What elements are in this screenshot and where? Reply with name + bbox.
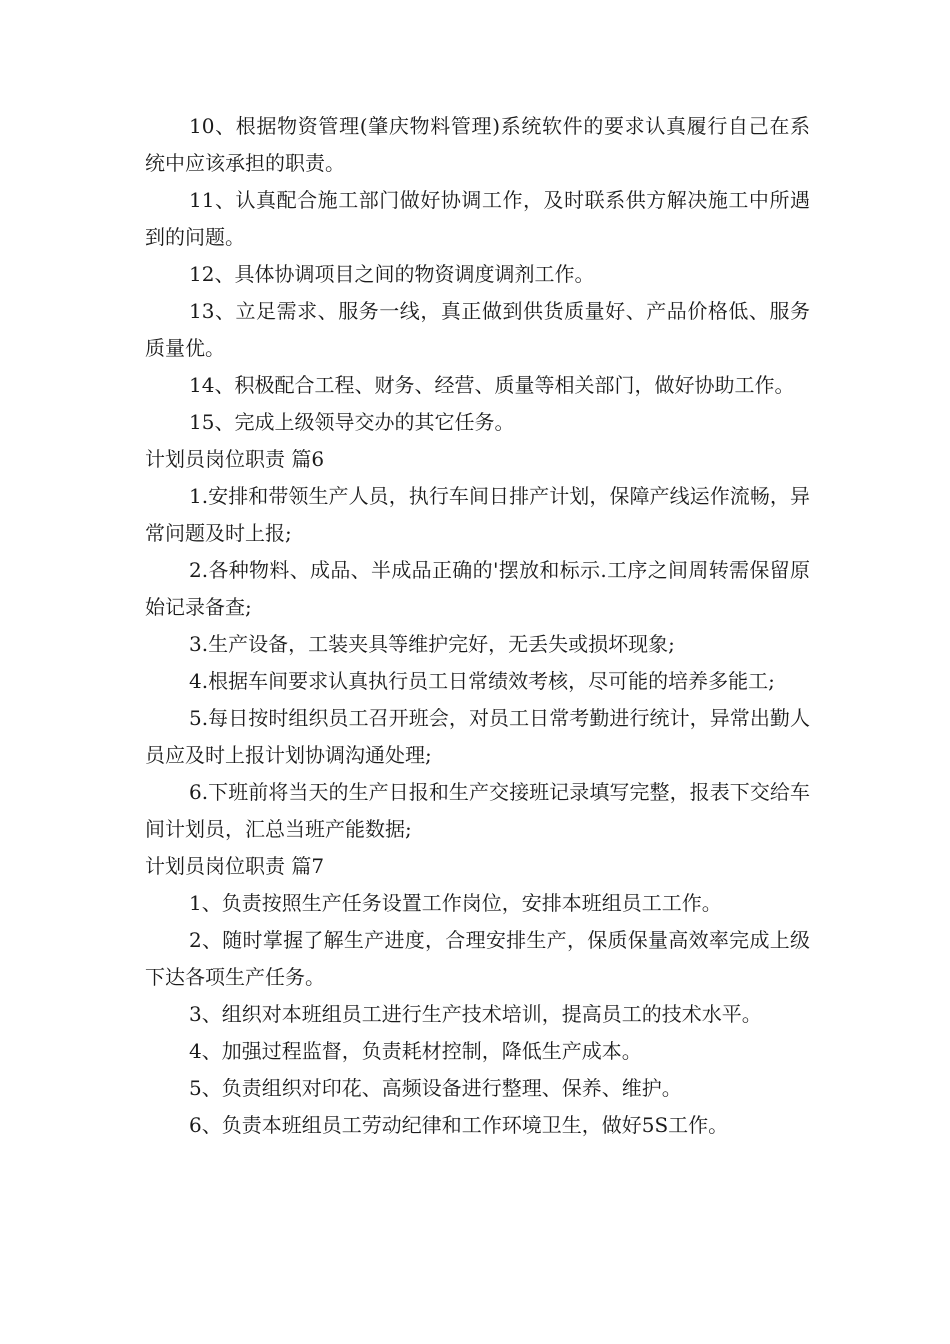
list-item: 10、根据物资管理(肇庆物料管理)系统软件的要求认真履行自己在系统中应该承担的职责。: [145, 114, 810, 175]
section-heading: 计划员岗位职责 篇6: [145, 447, 325, 471]
list-item: 15、完成上级领导交办的其它任务。: [189, 410, 515, 434]
list-item: 5.每日按时组织员工召开班会，对员工日常考勤进行统计，异常出勤人员应及时上报计划协调沟通处理;: [145, 706, 810, 767]
list-item: 3.生产设备，工装夹具等维护完好，无丢失或损坏现象;: [189, 632, 675, 656]
list-item: 11、认真配合施工部门做好协调工作，及时联系供方解决施工中所遇到的问题。: [145, 188, 810, 249]
document-page: [145, 108, 810, 1144]
list-item: 5、负责组织对印花、高频设备进行整理、保养、维护。: [189, 1076, 682, 1100]
list-item: 6、负责本班组员工劳动纪律和工作环境卫生，做好5S工作。: [189, 1113, 729, 1137]
list-item: 4、加强过程监督，负责耗材控制，降低生产成本。: [189, 1039, 642, 1063]
list-item: 12、具体协调项目之间的物资调度调剂工作。: [189, 262, 595, 286]
list-item: 13、立足需求、服务一线，真正做到供货质量好、产品价格低、服务质量优。: [145, 299, 810, 360]
section-heading: 计划员岗位职责 篇7: [145, 854, 325, 878]
list-item: 1、负责按照生产任务设置工作岗位，安排本班组员工工作。: [189, 891, 722, 915]
list-item: 6.下班前将当天的生产日报和生产交接班记录填写完整，报表下交给车间计划员，汇总当班产能数据;: [145, 780, 810, 841]
list-item: 2.各种物料、成品、半成品正确的'摆放和标示.工序之间周转需保留原始记录备查;: [145, 558, 810, 619]
list-item: 3、组织对本班组员工进行生产技术培训，提高员工的技术水平。: [189, 1002, 762, 1026]
list-item: 2、随时掌握了解生产进度，合理安排生产，保质保量高效率完成上级下达各项生产任务。: [145, 928, 810, 989]
list-item: 14、积极配合工程、财务、经营、质量等相关部门，做好协助工作。: [189, 373, 795, 397]
list-item: 1.安排和带领生产人员，执行车间日排产计划，保障产线运作流畅，异常问题及时上报;: [145, 484, 810, 545]
list-item: 4.根据车间要求认真执行员工日常绩效考核，尽可能的培养多能工;: [189, 669, 775, 693]
